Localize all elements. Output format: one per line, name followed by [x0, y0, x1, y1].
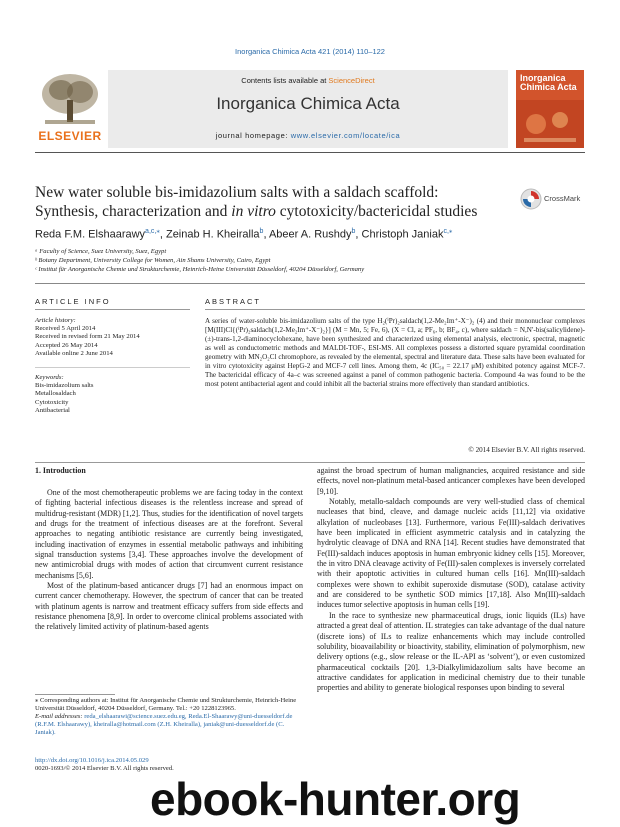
footnote-email-links[interactable]: reda_elshaarawi@science.suez.edu.eg, Reda.El-Shaarawy@uni-duesseldorf.de (R.F.M. Elshaarawy), kheiralla@hotmail.com (Z.H. Kheiralla), janiak@uni-duesseldorf.de (C. Janiak). — [35, 713, 293, 737]
author-affiliation-marker[interactable]: a,c,⁎ — [145, 228, 160, 235]
author-affiliation-marker[interactable]: b — [259, 228, 264, 235]
author-name[interactable]: Christoph Janiak — [361, 228, 444, 241]
doi-link[interactable]: http://dx.doi.org/10.1016/j.ica.2014.05.029 — [35, 757, 149, 764]
affiliation-a: ᵃ Faculty of Science, Suez University, Suez, Egypt — [35, 248, 167, 255]
keyword: Metallosaldach — [35, 390, 76, 398]
title-line-1: New water soluble bis-imidazolium salts with a saldach scaffold: — [35, 184, 439, 201]
footnote-email-label: E-mail addresses: — [35, 713, 83, 721]
author-affiliation-marker[interactable]: b — [351, 228, 356, 235]
body-paragraph: One of the most chemotherapeutic problems we are facing today in the context of fighting bacterial infectious diseases is the relentless increase and spread of multidrug-resistant (MDR) [1,2]. Thus, studies for the identification of novel targets and drugs for the treatment of infectious diseases are at the forefront. Several approaches to negating antibiotic resistance are currently being investigated, including inactivation of enzymes in essential metabolic pathways and inhibiting signal transduction systems [3,4]. These approaches involve the development of new antimicrobial drugs with modes of action that circumvent current resistance mechanisms [5,6]. — [35, 488, 303, 580]
journal-cover — [516, 70, 584, 148]
affiliation-b: ᵇ Botany Department, University College for Women, Ain Shams University, Cairo, Egypt — [35, 257, 271, 264]
abstract-body-rule — [35, 462, 585, 463]
footnote-emails — [35, 713, 303, 737]
section-heading-introduction: 1. Introduction — [35, 466, 86, 475]
journal-name: Inorganica Chimica Acta — [216, 94, 400, 113]
history-entry: Received 5 April 2014 — [35, 325, 96, 333]
author-affiliation-marker[interactable]: c,⁎ — [443, 228, 453, 235]
crossmark-badge[interactable] — [520, 188, 584, 210]
cover-art-icon — [516, 100, 584, 148]
article-history — [35, 317, 190, 358]
title-line-2-italic: in vitro — [231, 203, 276, 220]
issn-line: 0020-1693/© 2014 Elsevier B.V. All rights reserved. — [35, 765, 174, 773]
keywords — [35, 374, 190, 415]
crossmark-icon — [520, 188, 542, 210]
article-info-divider — [35, 367, 190, 368]
article-history-heading: Article history: — [35, 317, 76, 324]
header-rule — [35, 152, 585, 153]
title-line-2 — [35, 202, 505, 221]
author-name[interactable]: Reda F.M. Elshaarawy — [35, 228, 146, 241]
title-line-2-pre: Synthesis, characterization and — [35, 203, 232, 220]
homepage-link[interactable]: www.elsevier.com/locate/ica — [290, 131, 401, 140]
article-info-heading: ARTICLE INFO — [35, 297, 111, 306]
author-name[interactable]: Abeer A. Rushdy — [268, 228, 352, 241]
author-name[interactable]: Zeinab H. Kheiralla — [165, 228, 260, 241]
keywords-heading: Keywords: — [35, 374, 64, 381]
journal-reference[interactable]: Inorganica Chimica Acta 421 (2014) 110–122 — [235, 47, 385, 56]
body-paragraph: In the race to synthesize new pharmaceutical drugs, ionic liquids (ILs) have attracted a great deal of attention. IL strategies can take advantage of the dual nature (discrete ions) of ILs to realize enhancements which may include controlled solubility, bioavailability or bioactivity, stability, elimination of polymorphism, new delivery options (e.g., slow release or the IL-API as ‘solvent’), or even customized pharmaceutical cocktails [20]. 1,3-Dialkylimidazolium salts have become an attractive candidates for application in medicinal chemistry due to their tunable properties and ability to generate biological responses upon binding to several — [317, 610, 585, 693]
abstract-text: A series of water-soluble bis-imidazolium salts of the type H₂(ⁱPr)₂saldach(1,2-Me₂Im⁺-X⁻)₂ (4) and their mononuclear complexes [M(III)Cl{(ⁱPr)₂saldach(1,2-Me₂Im⁺-X⁻)₂}] (M = Mn, 5; Fe, 6), (X = Cl, a; PF₆, b; BF₄, c), where saldach = N,N′-bis(salicylidene)-(±)-trans-1,2-diaminocyclohexane, have been synthesized and characterized using elemental analysis, electronic, spectral, magnetic as well as conductometric methods and MALDI-TOF-, ESI-MS. All complexes possess a distorted square pyramidal coordination geometry with MN₂O₂Cl chromophore, as revealed by the elemental, spectral and literature data. These salts have been evaluated for in vitro cytotoxicity against HepG-2 and MCF-7 cell lines. Among them, 4c (IC₅₀ = 22.17 μM) exhibited potency against MCF-7. The bactericidal efficacy of 4a–c was screened against a panel of common pathogenic bacteria. Compound 4a was found to be the most potent antibacterial agent and could inhibit all the bacterial strains more effectively than standard antibiotics. — [205, 317, 585, 388]
history-entry: Available online 2 June 2014 — [35, 349, 113, 357]
journal-homepage — [108, 131, 508, 140]
sciencedirect-link[interactable]: ScienceDirect — [328, 76, 375, 85]
article-info-rule — [35, 309, 190, 310]
abstract-heading: ABSTRACT — [205, 297, 262, 306]
homepage-prefix: journal homepage: — [215, 131, 291, 140]
keyword: Cytotoxicity — [35, 398, 69, 406]
keyword: Antibacterial — [35, 406, 70, 414]
body-column-right — [317, 466, 585, 694]
publisher-logo-text: ELSEVIER — [38, 129, 102, 143]
footnote-corresponding: ⁎ Corresponding authors at: Institut für Anorganische Chemie und Strukturchemie, Heinrich-Heine Universität Düsseldorf, 40204 Düsseldorf, Germany. Tel.: +20 1228123965. — [35, 697, 297, 713]
cover-title: Inorganica Chimica Acta — [520, 73, 577, 92]
body-column-left — [35, 488, 303, 633]
elsevier-logo — [35, 70, 105, 144]
keyword: Bis-imidazolium salts — [35, 382, 94, 390]
article-title — [35, 183, 505, 221]
contents-line — [108, 76, 508, 85]
abstract-rule — [205, 309, 585, 310]
body-paragraph: Most of the platinum-based anticancer drugs [7] had an enormous impact on current cancer chemotherapy. However, the spectrum of cancer that can be treated with platinum agents is narrow and treatment efficacy suffers from side effects and resistance phenomena [8,9]. In order to overcome clinical problems associated with the relatively limited activity of platinum-based agents — [35, 581, 303, 632]
author-list: Reda F.M. Elshaarawy$^{a,c,⁎}$, Zeinab H. Kheiralla$^b$, Abeer A. Rushdy$^b$, Christoph Janiak$^{c,⁎}$ — [35, 228, 453, 241]
title-line-2-post: cytotoxicity/bactericidal studies — [275, 203, 478, 220]
history-entry: Received in revised form 21 May 2014 — [35, 333, 140, 341]
footnote-rule — [35, 694, 115, 695]
affiliations-rule — [35, 283, 585, 284]
body-paragraph: against the broad spectrum of human malignancies, acquired resistance and side effects, novel non-platinum metal-based anticancer complexes have been developed [9,10]. — [317, 466, 585, 496]
watermark-text: ebook-hunter.org — [150, 773, 521, 825]
crossmark-label: CrossMark — [544, 194, 581, 203]
affiliation-c: ᶜ Institut für Anorganische Chemie und Strukturchemie, Heinrich-Heine Universität Düsseldorf, 40204 Düsseldorf, Germany — [35, 266, 365, 273]
body-paragraph: Notably, metallo-saldach compounds are very well-studied class of chemical nucleases that bind, cleave, and damage nucleic acids [11,12] via oxidative alkylation of nucleobases [13]. Furthermore, various Fe(III)-saldach derivatives have been implicated in efficient asymmetric catalysis and in catalyzing the hydrolytic cleavage of DNA and RNA [14]. Recent studies have demonstrated that Fe(III)-saldach induces apoptosis in human embryonic kidney cells [15]. Moreover, the in vitro DNA cleavage activity of Fe(III)-salen complexes is inversely correlated with their apoptotic activities in cultured human cells [16]. Mn(III)-saldach complexes were shown to exhibit superoxide dismutase (SOD), catalase activity and are considered to be synthetic SOD mimics [17,18]. Also Mn(III)-saldach induces tumor selective apoptosis in human cells [19]. — [317, 497, 585, 610]
abstract-copyright: © 2014 Elsevier B.V. All rights reserved. — [468, 446, 585, 454]
footnotes — [35, 697, 303, 737]
history-entry: Accepted 26 May 2014 — [35, 341, 98, 349]
contents-prefix: Contents lists available at — [241, 76, 329, 85]
